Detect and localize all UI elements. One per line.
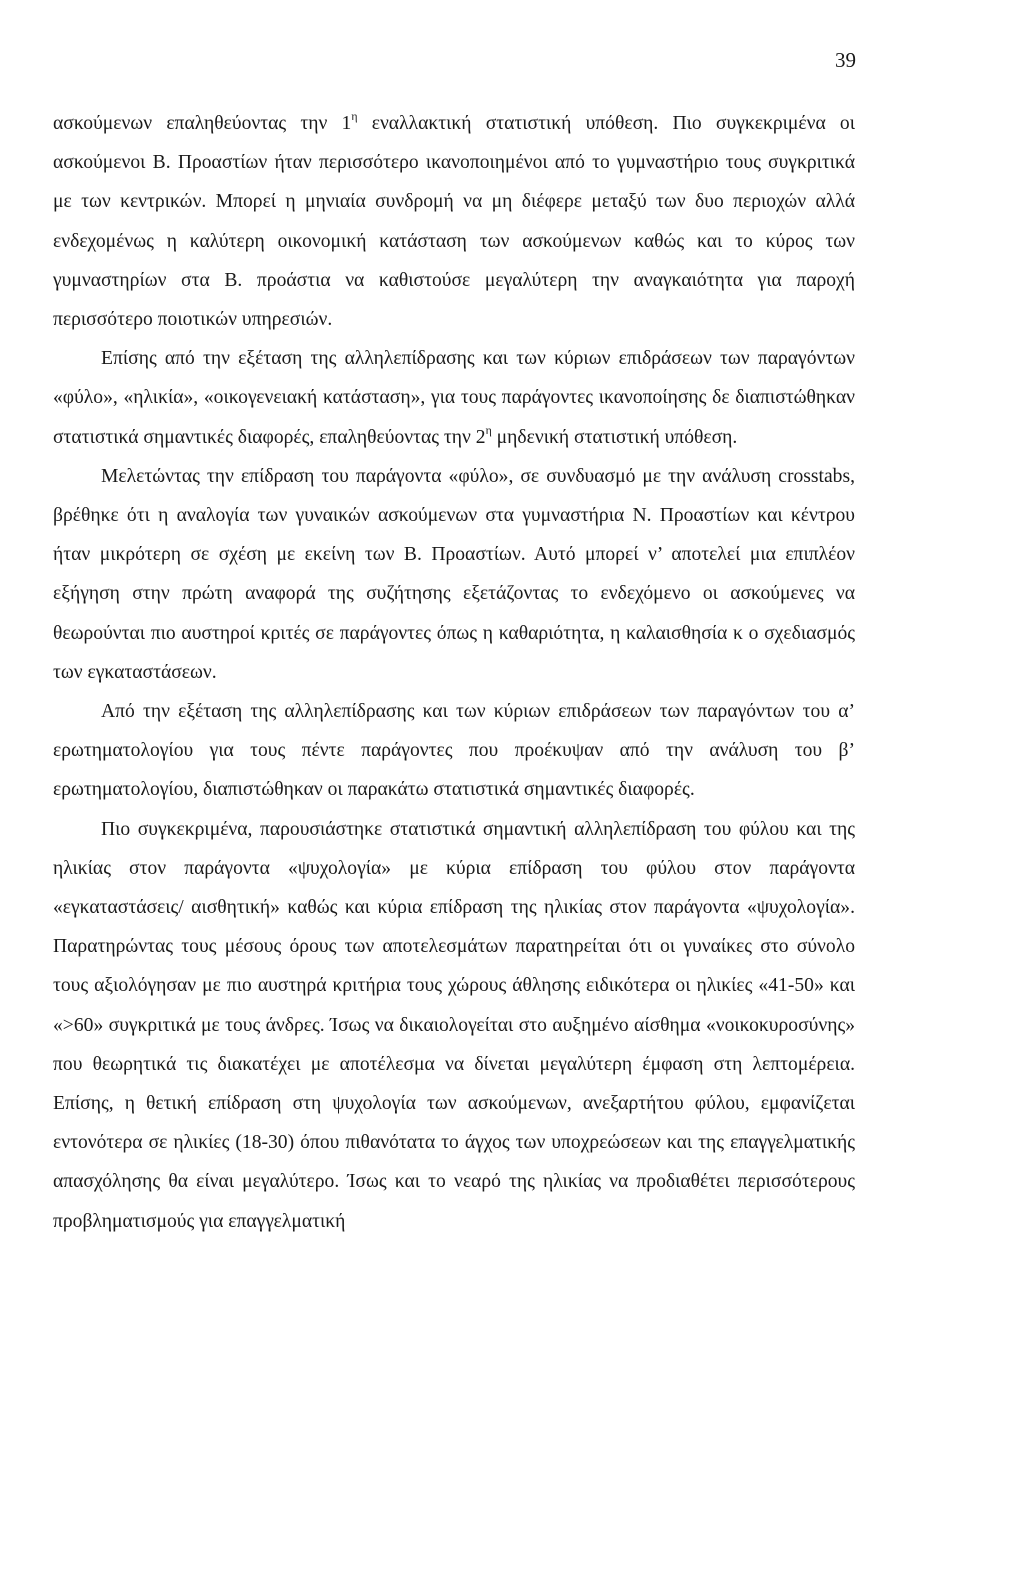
- superscript-eta-2: η: [485, 423, 492, 437]
- paragraph-4: Από την εξέταση της αλληλεπίδρασης και των κύριων επιδράσεων των παραγόντων του α’ ερωτηματολογίου για τους πέντε παράγοντες που προέκυψαν από την ανάλυση του β’ ερωτηματολογίου, διαπιστώθηκαν οι παρακάτω στατιστικά σημαντικές διαφορές.: [53, 701, 855, 801]
- body-text: [53, 104, 855, 1241]
- page-number: 39: [835, 48, 856, 72]
- paragraph-2-text-end: μηδενική στατιστική υπόθεση.: [491, 426, 738, 448]
- superscript-eta-1: η: [351, 110, 358, 124]
- paragraph-2-text-start: Επίσης από την εξέταση της αλληλεπίδρασης και των κύριων επιδράσεων των παραγόντων «φύλο», «ηλικία», «οικογενειακή κατάσταση», για τους παράγοντες ικανοποίησης δε διαπιστώθηκαν στατιστικά σημαντικές διαφορές, επαληθεύοντας την 2: [53, 348, 855, 448]
- paragraph-1: [53, 104, 855, 339]
- paragraph-2: [53, 339, 855, 457]
- paragraph-3: Μελετώντας την επίδραση του παράγοντα «φύλο», σε συνδυασμό με την ανάλυση crosstabs, βρέθηκε ότι η αναλογία των γυναικών ασκούμενων στα γυμναστήρια Ν. Προαστίων και κέντρου ήταν μικρότερη σε σχέση με εκείνη των Β. Προαστίων. Αυτό μπορεί ν’ αποτελεί μια επιπλέον εξήγηση στην πρώτη αναφορά της συζήτησης εξετάζοντας το ενδεχόμενο οι ασκούμενες να θεωρούνται πιο αυστηροί κριτές σε παράγοντες όπως η καθαριότητα, η καλαισθησία κ ο σχεδιασμός των εγκαταστάσεων.: [53, 465, 855, 683]
- paragraph-5: Πιο συγκεκριμένα, παρουσιάστηκε στατιστικά σημαντική αλληλεπίδραση του φύλου και της ηλικίας στον παράγοντα «ψυχολογία» με κύρια επίδραση του φύλου στον παράγοντα «εγκαταστάσεις/ αισθητική» καθώς και κύρια επίδραση της ηλικίας στον παράγοντα «ψυχολογία». Παρατηρώντας τους μέσους όρους των αποτελεσμάτων παρατηρείται ότι οι γυναίκες στο σύνολο τους αξιολόγησαν με πιο αυστηρά κριτήρια τους χώρους άθλησης ειδικότερα οι ηλικίες «41-50» και «>60» συγκριτικά με τους άνδρες. Ίσως να δικαιολογείται στο αυξημένο αίσθημα «νοικοκυροσύνης» που θεωρητικά τις διακατέχει με αποτέλεσμα να δίνεται μεγαλύτερη έμφαση στη λεπτομέρεια. Επίσης, η θετική επίδραση στη ψυχολογία των ασκούμενων, ανεξαρτήτου φύλου, εμφανίζεται εντονότερα σε ηλικίες (18-30) όπου πιθανότατα το άγχος των υποχρεώσεων και της επαγγελματικής απασχόλησης θα είναι μεγαλύτερο. Ίσως και το νεαρό της ηλικίας να προδιαθέτει περισσότερους προβληματισμούς για επαγγελματική: [53, 818, 855, 1232]
- paragraph-1-text-start: ασκούμενων επαληθεύοντας την 1: [53, 113, 352, 134]
- paragraph-1-text-end: εναλλακτική στατιστική υπόθεση. Πιο συγκεκριμένα οι ασκούμενοι Β. Προαστίων ήταν περισσότερο ικανοποιημένοι από το γυμναστήριο τους συγκριτικά με των κεντρικών. Μπορεί η μηνιαία συνδρομή να μη διέφερε μεταξύ των δυο περιοχών αλλά ενδεχομένως η καλύτερη οικονομική κατάσταση των ασκούμενων καθώς και το κύρος των γυμναστηρίων στα Β. προάστια να καθιστούσε μεγαλύτερη την αναγκαιότητα για παροχή περισσότερο ποιοτικών υπηρεσιών.: [53, 113, 856, 331]
